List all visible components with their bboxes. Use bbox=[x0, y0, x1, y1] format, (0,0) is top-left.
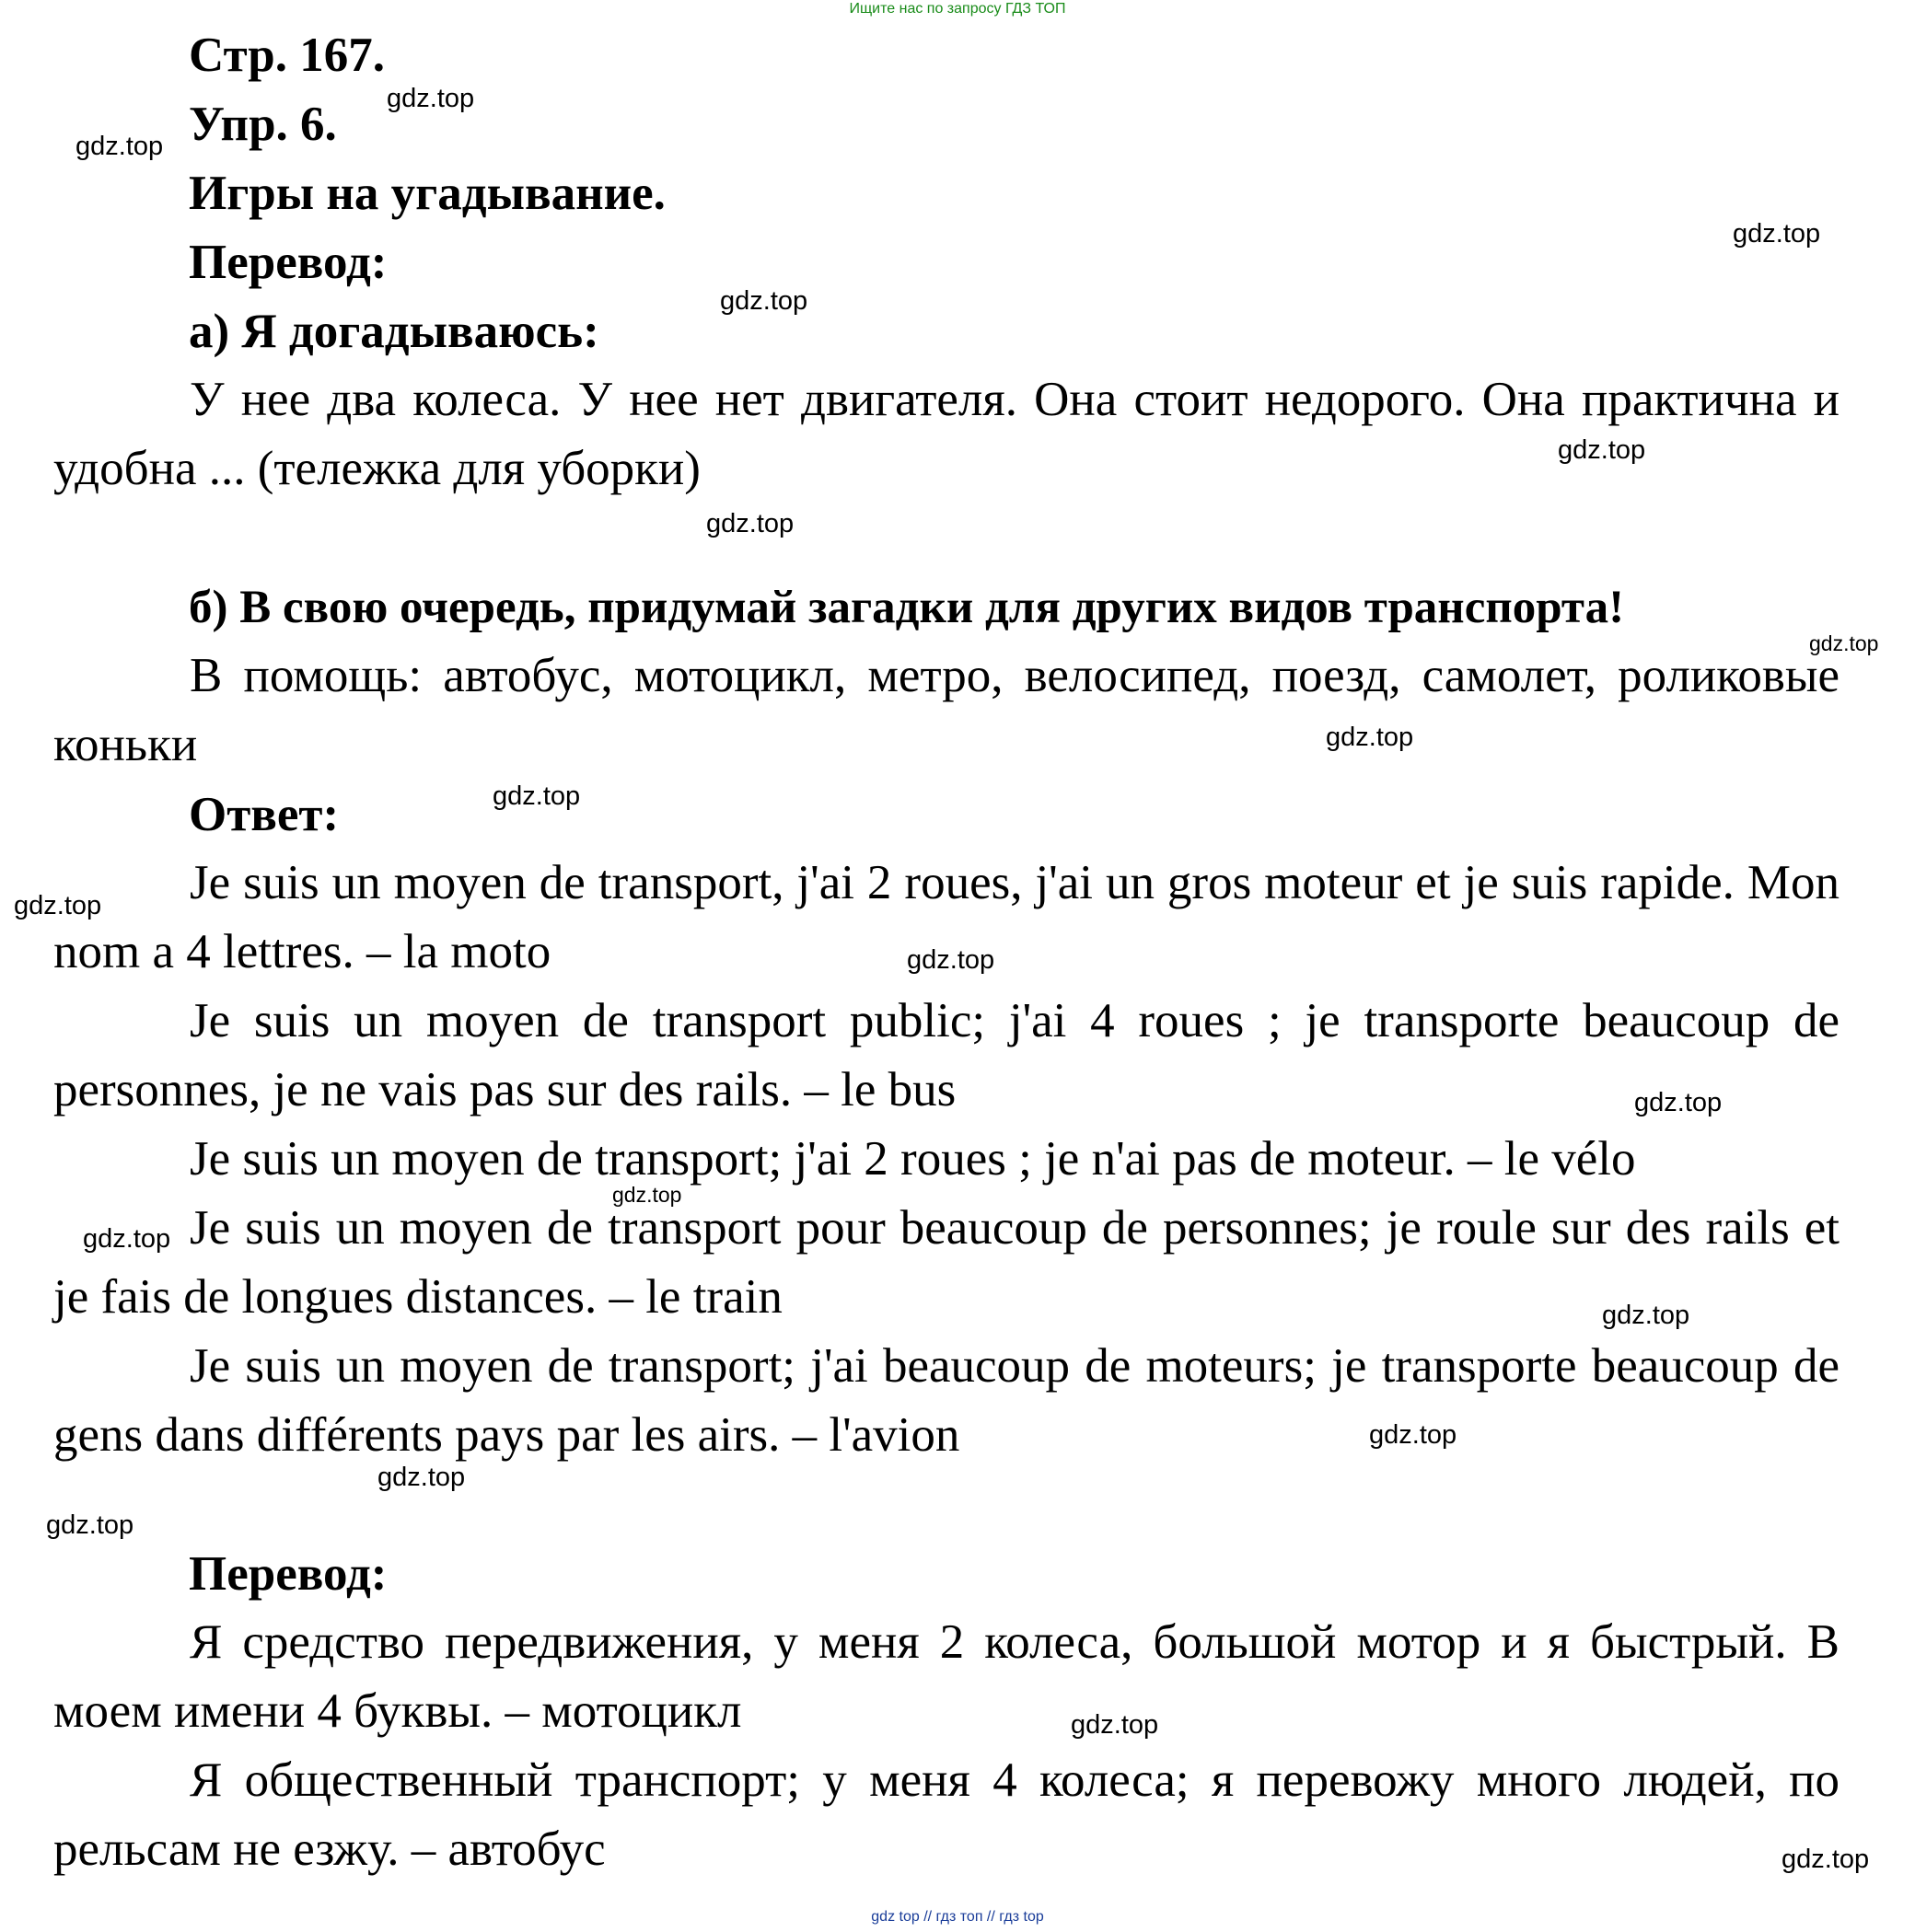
watermark: gdz.top bbox=[1733, 219, 1821, 249]
top-banner: Ищите нас по запросу ГДЗ ТОП bbox=[849, 1, 1066, 17]
answer-heading: Ответ: bbox=[189, 788, 340, 841]
translation-heading-2: Перевод: bbox=[189, 1547, 388, 1601]
answer-item-3: Je suis un moyen de transport; j'ai 2 roues ; je n'ai pas de moteur. – le vélo bbox=[190, 1132, 1636, 1186]
part-b-text: В помощь: автобус, мотоцикл, метро, велосипед, поезд, самолет, роликовые коньки bbox=[53, 649, 1840, 771]
watermark: gdz.top bbox=[1602, 1301, 1690, 1330]
watermark: gdz.top bbox=[907, 945, 995, 975]
exercise-number: Упр. 6. bbox=[189, 98, 337, 151]
answer-item-2: Je suis un moyen de transport public; j'ai 4 roues ; je transporte beaucoup de personnes, je ne vais pas sur des rails. – le bus bbox=[53, 994, 1840, 1116]
watermark: gdz.top bbox=[1809, 631, 1879, 655]
part-a-heading: а) Я догадываюсь: bbox=[189, 305, 599, 358]
part-a-text: У нее два колеса. У нее нет двигателя. Она стоит недорого. Она практична и удобна ... (тележка для уборки) bbox=[53, 373, 1840, 495]
watermark: gdz.top bbox=[612, 1183, 682, 1207]
watermark: gdz.top bbox=[46, 1510, 134, 1540]
part-b-heading: б) В свою очередь, придумай загадки для других видов транспорта! bbox=[189, 582, 1625, 633]
watermark: gdz.top bbox=[1558, 435, 1646, 465]
watermark: gdz.top bbox=[1326, 723, 1414, 752]
answer-item-5: Je suis un moyen de transport; j'ai beaucoup de moteurs; je transporte beaucoup de gens dans différents pays par les airs. – l'avion bbox=[53, 1339, 1840, 1462]
watermark: gdz.top bbox=[387, 84, 475, 113]
page-number: Стр. 167. bbox=[189, 29, 385, 82]
answer-item-1: Je suis un moyen de transport, j'ai 2 roues, j'ai un gros moteur et je suis rapide. Mon nom a 4 lettres. – la moto bbox=[53, 856, 1840, 978]
watermark: gdz.top bbox=[493, 781, 581, 811]
watermark: gdz.top bbox=[706, 509, 795, 538]
bottom-banner: gdz top // гдз топ // гдз top bbox=[871, 1909, 1044, 1925]
watermark: gdz.top bbox=[1369, 1420, 1457, 1450]
watermark: gdz.top bbox=[75, 132, 164, 161]
watermark: gdz.top bbox=[377, 1463, 466, 1492]
watermark: gdz.top bbox=[14, 891, 102, 920]
translation-heading-1: Перевод: bbox=[189, 236, 388, 289]
watermark: gdz.top bbox=[720, 286, 808, 316]
watermark: gdz.top bbox=[1782, 1845, 1870, 1874]
translation-item-2: Я общественный транспорт; у меня 4 колеса; я перевожу много людей, по рельсам не езжу. – автобус bbox=[53, 1753, 1840, 1876]
watermark: gdz.top bbox=[1071, 1710, 1159, 1740]
answer-item-4: Je suis un moyen de transport pour beaucoup de personnes; je roule sur des rails et je fais de longues distances. – le train bbox=[53, 1201, 1840, 1324]
watermark: gdz.top bbox=[1634, 1088, 1723, 1117]
watermark: gdz.top bbox=[83, 1224, 171, 1254]
exercise-title: Игры на угадывание. bbox=[189, 167, 666, 220]
translation-item-1: Я средство передвижения, у меня 2 колеса, большой мотор и я быстрый. В моем имени 4 буквы. – мотоцикл bbox=[53, 1615, 1840, 1738]
